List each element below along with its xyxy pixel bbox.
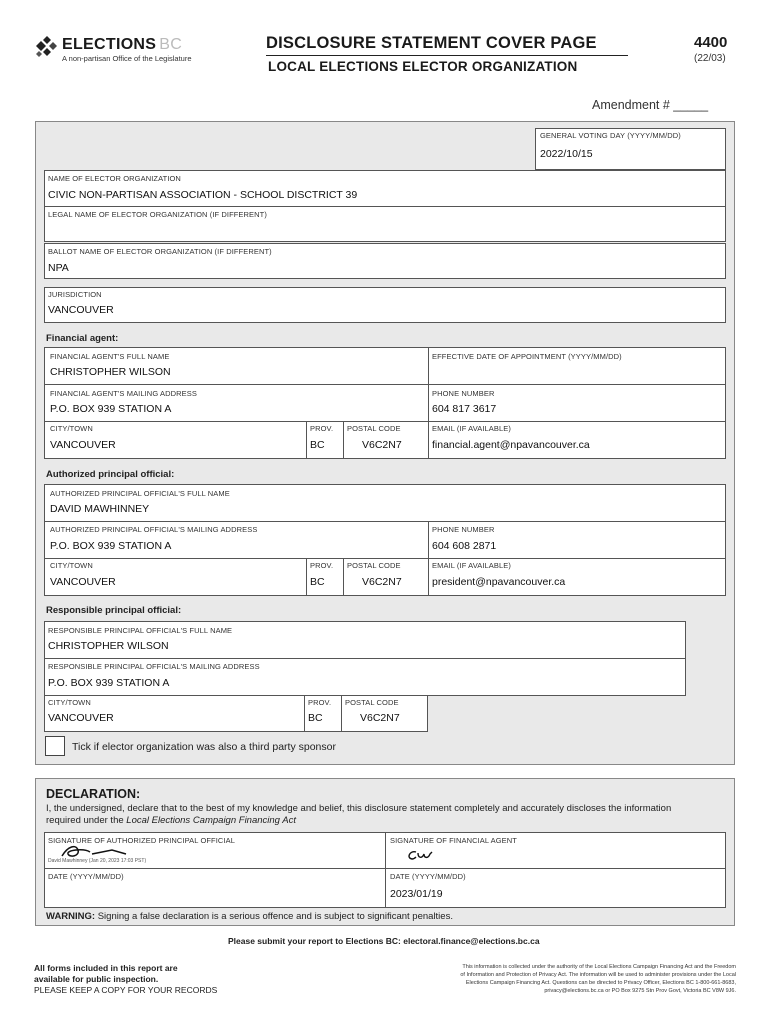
date-right-value[interactable]: 2023/01/19 <box>390 888 443 900</box>
footer-left-line: All forms included in this report are <box>34 963 178 973</box>
legal-name-label: LEGAL NAME OF ELECTOR ORGANIZATION (IF DIFFERENT) <box>48 210 267 219</box>
jurisdiction-value: VANCOUVER <box>48 304 114 316</box>
divider <box>44 521 726 522</box>
form-subtitle: LOCAL ELECTIONS ELECTOR ORGANIZATION <box>268 59 578 74</box>
fa-address-value[interactable]: P.O. BOX 939 STATION A <box>50 403 172 415</box>
fa-phone-label: PHONE NUMBER <box>432 389 495 398</box>
declaration-title: DECLARATION: <box>46 787 141 801</box>
apo-prov-label: PROV. <box>310 561 334 570</box>
title-underline <box>266 55 628 56</box>
ballot-name-value: NPA <box>48 262 69 274</box>
fa-email-label: EMAIL (IF AVAILABLE) <box>432 424 511 433</box>
apo-phone-label: PHONE NUMBER <box>432 525 495 534</box>
date-left-label: DATE (YYYY/MM/DD) <box>48 872 124 881</box>
fa-postal-label: POSTAL CODE <box>347 424 401 433</box>
apo-email-label: EMAIL (IF AVAILABLE) <box>432 561 511 570</box>
divider <box>428 347 429 459</box>
apo-postal-label: POSTAL CODE <box>347 561 401 570</box>
divider <box>343 558 344 596</box>
apo-postal-value[interactable]: V6C2N7 <box>362 576 402 588</box>
logo-tagline: A non-partisan Office of the Legislature <box>62 54 192 63</box>
financial-agent-heading: Financial agent: <box>46 333 119 344</box>
fa-address-label: FINANCIAL AGENT'S MAILING ADDRESS <box>50 389 197 398</box>
rpo-name-label: RESPONSIBLE PRINCIPAL OFFICIAL'S FULL NAME <box>48 626 233 635</box>
divider <box>343 421 344 459</box>
voting-day-value: 2022/10/15 <box>540 148 593 160</box>
logo-wordmark: ELECTIONS BC <box>62 36 183 53</box>
divider <box>44 658 686 659</box>
submit-instructions: Please submit your report to Elections BC: electoral.finance@elections.bc.ca <box>228 936 540 946</box>
authorized-official-heading: Authorized principal official: <box>46 469 175 480</box>
rpo-address-value[interactable]: P.O. BOX 939 STATION A <box>48 677 170 689</box>
apo-name-label: AUTHORIZED PRINCIPAL OFFICIAL'S FULL NAME <box>50 489 230 498</box>
amendment-field[interactable]: Amendment # _____ <box>592 98 709 112</box>
apo-city-label: CITY/TOWN <box>50 561 93 570</box>
apo-address-value[interactable]: P.O. BOX 939 STATION A <box>50 540 172 552</box>
footer-left <box>34 963 217 996</box>
fa-appt-label: EFFECTIVE DATE OF APPOINTMENT (YYYY/MM/DD) <box>432 352 622 361</box>
divider <box>44 206 726 207</box>
apo-prov-value[interactable]: BC <box>310 576 325 588</box>
rpo-name-value[interactable]: CHRISTOPHER WILSON <box>48 640 169 652</box>
responsible-official-heading: Responsible principal official: <box>46 605 182 616</box>
jurisdiction-field[interactable] <box>44 287 726 323</box>
footer-left-line: available for public inspection. <box>34 974 159 984</box>
apo-name-value[interactable]: DAVID MAWHINNEY <box>50 503 150 515</box>
rpo-city-value[interactable]: VANCOUVER <box>48 712 114 724</box>
fa-city-label: CITY/TOWN <box>50 424 93 433</box>
declaration-text-line2: required under the Local Elections Campaign Financing Act <box>46 815 296 826</box>
date-right-label: DATE (YYYY/MM/DD) <box>390 872 466 881</box>
rpo-prov-label: PROV. <box>308 698 332 707</box>
fa-email-value[interactable]: financial.agent@npavancouver.ca <box>432 439 590 451</box>
jurisdiction-label: JURISDICTION <box>48 290 102 299</box>
org-name-value[interactable]: CIVIC NON-PARTISAN ASSOCIATION - SCHOOL DISCTRICT 39 <box>48 189 358 201</box>
rpo-postal-label: POSTAL CODE <box>345 698 399 707</box>
financial-agent-signature[interactable] <box>404 846 444 864</box>
org-name-label: NAME OF ELECTOR ORGANIZATION <box>48 174 181 183</box>
divider <box>44 558 726 559</box>
rpo-city-label: CITY/TOWN <box>48 698 91 707</box>
footer-privacy <box>414 963 736 995</box>
apo-email-value[interactable]: president@npavancouver.ca <box>432 576 566 588</box>
divider <box>44 421 726 422</box>
sig-auth-label: SIGNATURE OF AUTHORIZED PRINCIPAL OFFICIAL <box>48 836 235 845</box>
divider <box>306 421 307 459</box>
fa-prov-label: PROV. <box>310 424 334 433</box>
divider <box>306 558 307 596</box>
privacy-line: of Information and Protection of Privacy Act. The information will be used to administer provisions under the Local <box>460 972 736 978</box>
privacy-line: This information is collected under the authority of the Local Elections Campaign Financing Act and the Freedom <box>462 964 736 970</box>
divider <box>44 868 726 869</box>
divider <box>428 521 429 596</box>
form-number: 4400 <box>694 34 728 51</box>
divider <box>341 695 342 732</box>
fa-name-value[interactable]: CHRISTOPHER WILSON <box>50 366 171 378</box>
sig-agent-label: SIGNATURE OF FINANCIAL AGENT <box>390 836 517 845</box>
warning-text: WARNING: Signing a false declaration is a serious offence and is subject to significant penalties. <box>46 911 453 922</box>
form-title: DISCLOSURE STATEMENT COVER PAGE <box>266 34 597 52</box>
privacy-line: privacy@elections.bc.ca or PO Box 9275 Stn Prov Govt, Victoria BC V8W 9J6. <box>544 988 736 994</box>
divider <box>304 695 305 732</box>
rpo-prov-value[interactable]: BC <box>308 712 323 724</box>
ballot-name-label: BALLOT NAME OF ELECTOR ORGANIZATION (IF DIFFERENT) <box>48 247 272 256</box>
fa-name-label: FINANCIAL AGENT'S FULL NAME <box>50 352 170 361</box>
elections-bc-logo-icon <box>34 36 62 58</box>
third-party-checkbox[interactable] <box>45 736 65 756</box>
declaration-text: I, the undersigned, declare that to the best of my knowledge and belief, this disclosure statement completely and accurately discloses the information <box>46 803 672 814</box>
rpo-address-label: RESPONSIBLE PRINCIPAL OFFICIAL'S MAILING ADDRESS <box>48 662 260 671</box>
rpo-postal-value[interactable]: V6C2N7 <box>360 712 400 724</box>
sig-auth-caption: David Mawhinney (Jan 20, 2023 17:03 PST) <box>48 858 147 864</box>
fa-postal-value[interactable]: V6C2N7 <box>362 439 402 451</box>
voting-day-label: GENERAL VOTING DAY (YYYY/MM/DD) <box>540 131 681 140</box>
fa-prov-value[interactable]: BC <box>310 439 325 451</box>
privacy-line: Elections Campaign Financing Act. Questions can be directed to Privacy Officer, Elections BC 1-800-661-8683, <box>465 980 736 986</box>
apo-phone-value[interactable]: 604 608 2871 <box>432 540 497 552</box>
apo-address-label: AUTHORIZED PRINCIPAL OFFICIAL'S MAILING ADDRESS <box>50 525 258 534</box>
fa-city-value[interactable]: VANCOUVER <box>50 439 116 451</box>
form-version: (22/03) <box>694 53 726 64</box>
third-party-label: Tick if elector organization was also a third party sponsor <box>72 741 336 753</box>
footer-left-line: PLEASE KEEP A COPY FOR YOUR RECORDS <box>34 985 218 995</box>
fa-phone-value[interactable]: 604 817 3617 <box>432 403 497 415</box>
divider <box>44 384 726 385</box>
apo-city-value[interactable]: VANCOUVER <box>50 576 116 588</box>
divider <box>385 832 386 908</box>
